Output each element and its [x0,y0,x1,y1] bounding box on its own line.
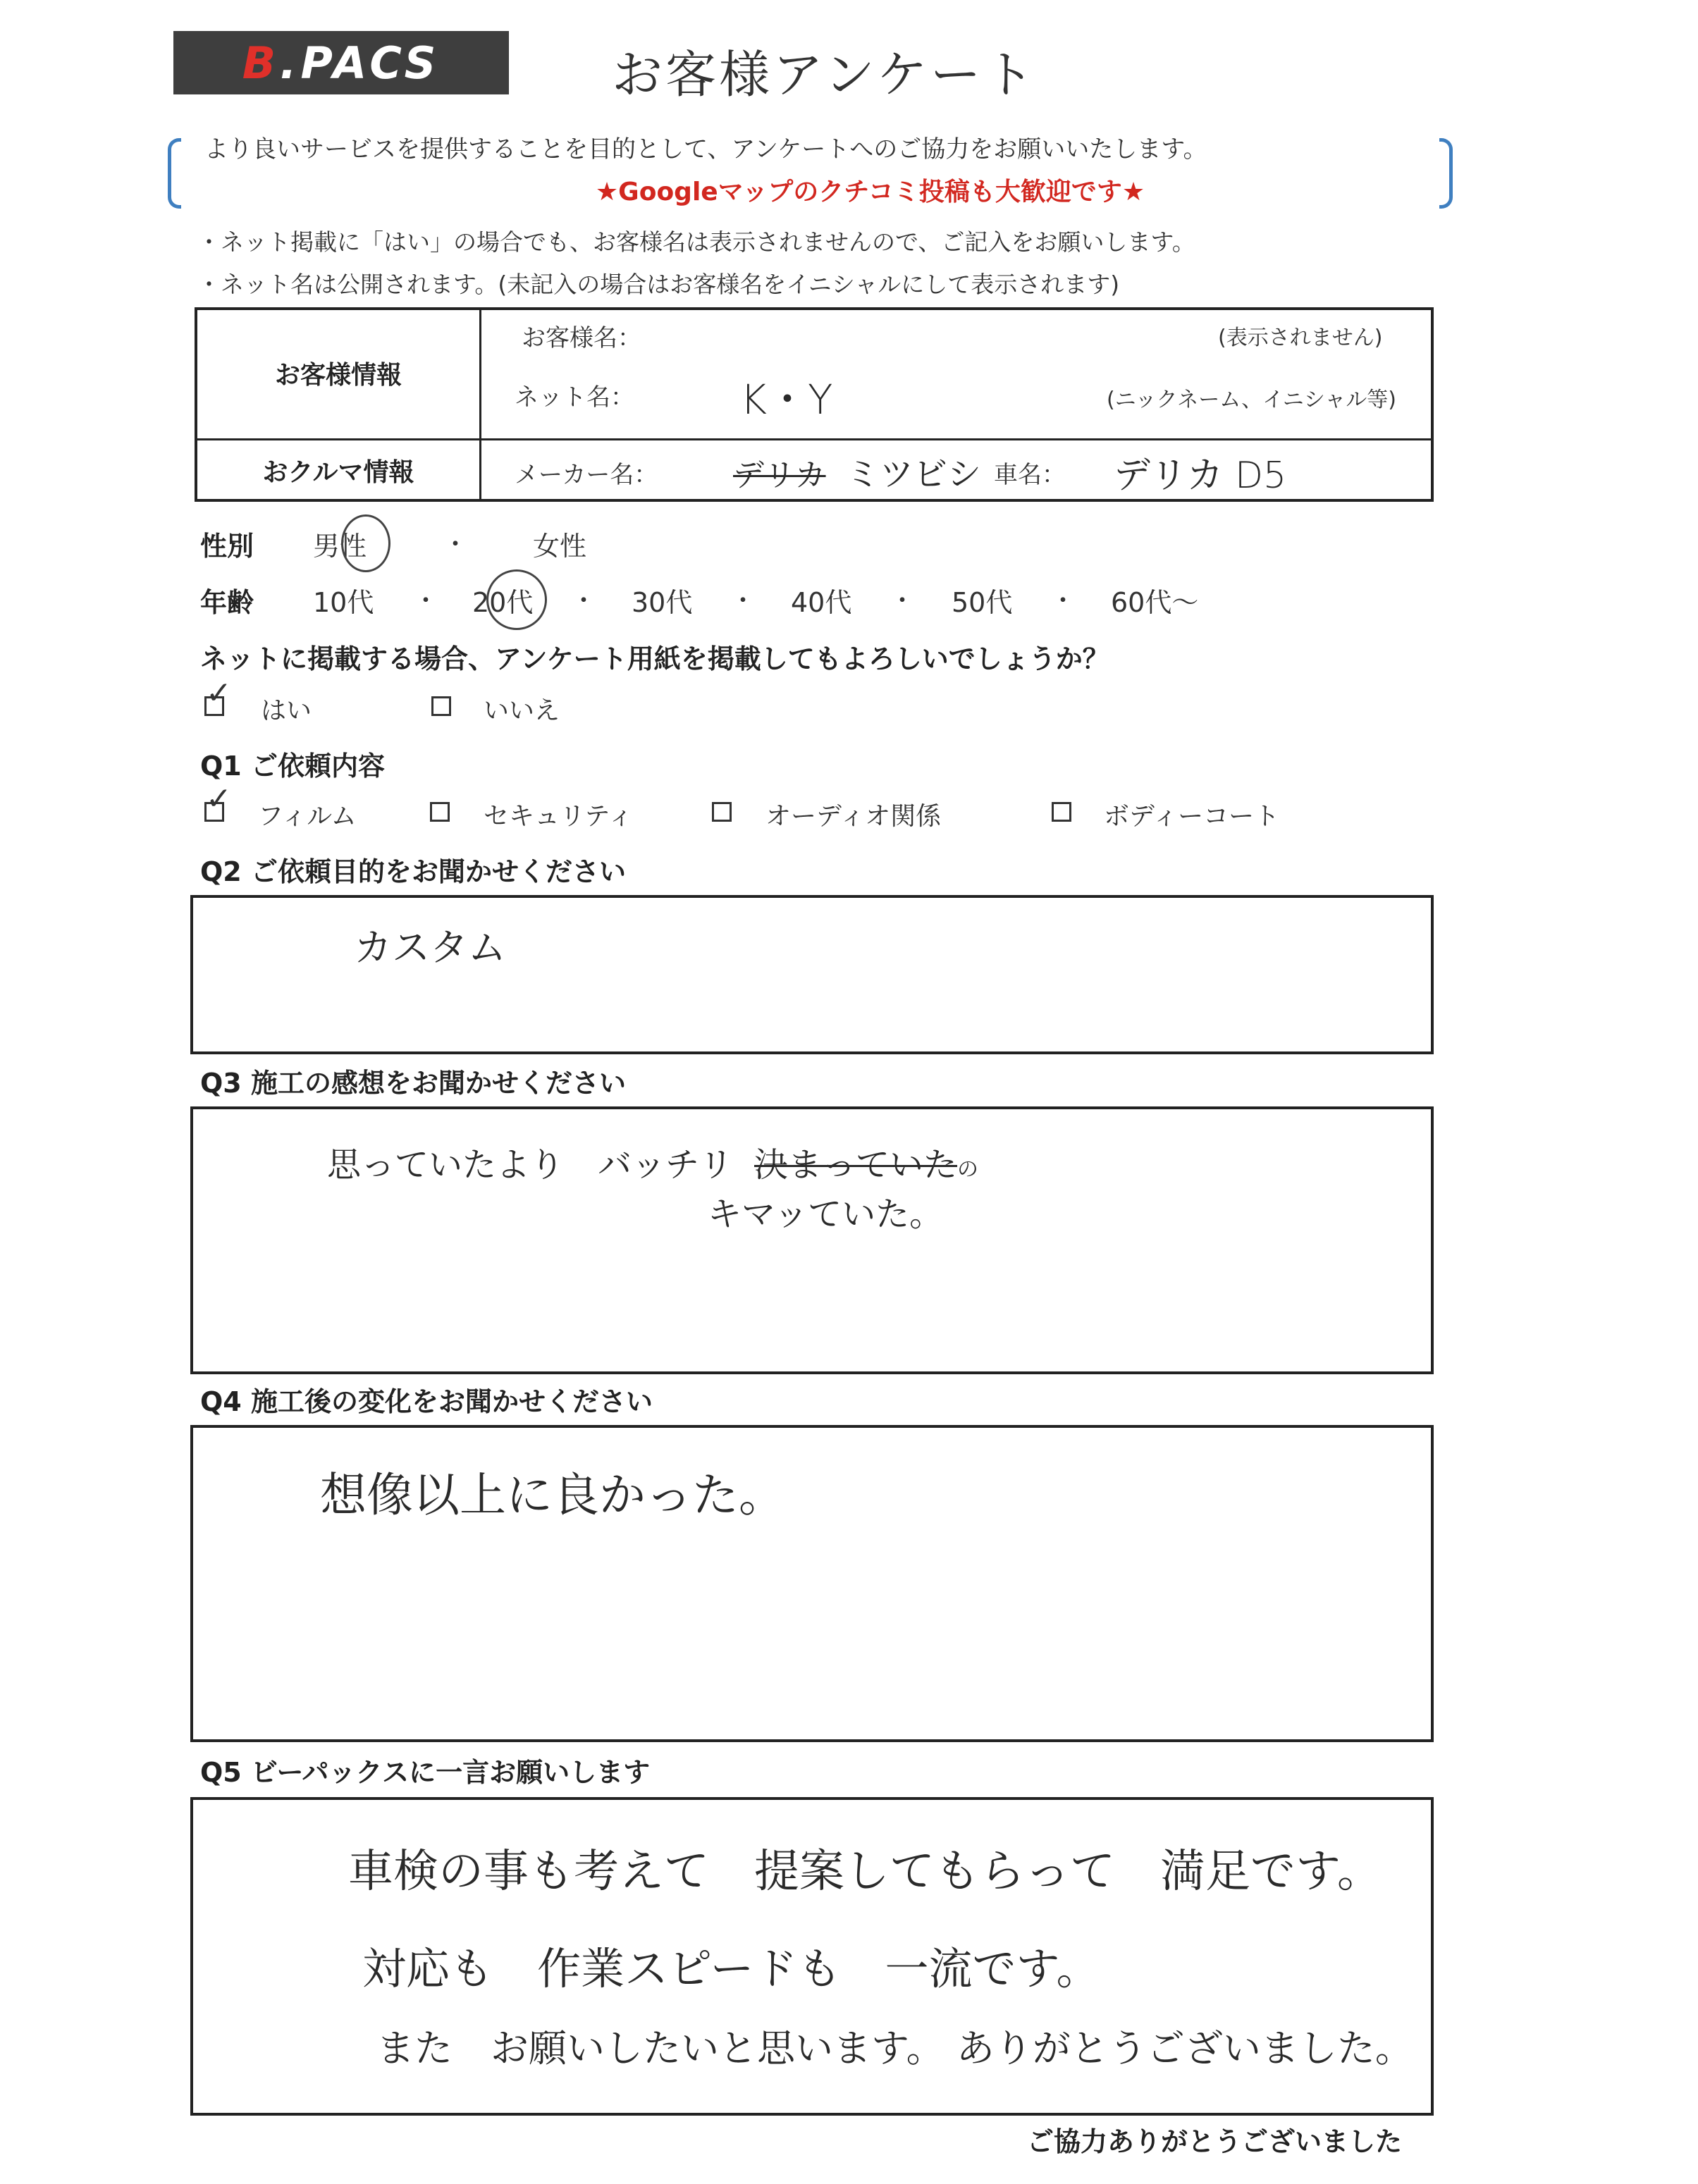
customer-info-table [195,307,1434,502]
checkmark-icon: ✓ [206,675,232,711]
age-option-20s[interactable]: 20代 [472,587,534,618]
separator-dot: ・ [571,586,597,615]
q2-answer-box [190,895,1434,1054]
logo-text: .PACS [279,37,441,89]
q5-answer-line2: 対応も 作業スピードも 一流です。 [362,1943,1100,1994]
q3-answer-line2: キマッていた。 [708,1195,944,1234]
age-option-60s-plus[interactable]: 60代〜 [1111,587,1199,618]
q5-answer-line1: 車検の事も考えて 提案してもらって 満足です。 [348,1846,1382,1898]
consent-no-label: いいえ [484,696,560,725]
car-info-label: おクルマ情報 [262,458,414,487]
maker-label: メーカー名： [515,461,658,489]
logo-prefix: B [242,37,280,89]
thanks-footer: ご協力ありがとうございました [1026,2126,1402,2157]
google-review-notice: ★Googleマップのクチコミ投稿も大歓迎です★ [595,178,1145,206]
q5-title: Q5 ビーパックスに一言お願いします [200,1757,651,1788]
q1-option-film: フィルム [258,802,357,831]
intro-text: より良いサービスを提供することを目的として、アンケートへのご協力をお願いいたします。 [204,135,1207,164]
table-divider-horizontal [197,438,1431,440]
selection-circle [341,514,390,572]
q3-answer-box [190,1106,1434,1374]
consent-no-checkbox[interactable] [431,696,451,719]
q3-title: Q3 施工の感想をお聞かせください [200,1068,626,1099]
separator-dot: ・ [730,586,756,615]
q1-option-security: セキュリティ [484,802,634,831]
q5-answer-box [190,1797,1434,2116]
customer-info-label: お客様情報 [274,361,402,390]
page-title: お客様アンケート [612,45,1038,104]
maker-struck-value: デリカ [733,457,826,493]
separator-dot: ・ [413,586,439,615]
q4-title: Q4 施工後の変化をお聞かせください [200,1386,653,1417]
q4-answer: 想像以上に良かった。 [320,1468,785,1522]
q1-security-checkbox[interactable] [430,802,450,825]
age-option-50s[interactable]: 50代 [952,587,1013,618]
net-name-value: K・Y [740,376,833,424]
age-option-30s[interactable]: 30代 [632,587,693,618]
q1-option-audio: オーディオ関係 [765,802,942,831]
q5-answer-line3: また お願いしたいと思います。 ありがとうございました。 [376,2026,1413,2071]
q1-bodycoat-checkbox[interactable] [1052,802,1071,825]
consent-yes-label: はい [261,696,312,725]
gender-option-female[interactable]: 女性 [533,531,587,562]
net-name-label: ネット名： [515,383,634,412]
table-divider-vertical [479,310,481,499]
q1-audio-checkbox[interactable] [712,802,732,825]
q2-answer: カスタム [354,925,506,970]
gender-label: 性別 [200,531,254,562]
car-name-value: デリカ D5 [1114,455,1287,497]
selection-circle [486,569,547,630]
age-option-10s[interactable]: 10代 [313,587,374,618]
bpacs-logo [173,31,509,94]
net-name-hint: (ニックネーム、イニシャル等) [1107,388,1397,412]
separator-dot: ・ [890,586,916,615]
q1-title: Q1 ご依頼内容 [200,751,385,782]
separator-dot: ・ [443,530,469,559]
car-name-label: 車名： [994,461,1066,489]
q4-answer-box [190,1425,1434,1742]
maker-value: ミツビシ [846,455,982,494]
age-option-40s[interactable]: 40代 [791,587,852,618]
consent-question: ネットに掲載する場合、アンケート用紙を掲載してもよろしいでしょうか？ [200,643,1109,674]
note-name-hidden: ・ネット掲載に「はい」の場合でも、お客様名は表示されませんので、ご記入をお願いします。 [197,228,1195,256]
separator-dot: ・ [1050,586,1076,615]
q3-answer-line1: 思っていたより バッチリ 決まっていたの [327,1145,979,1185]
q1-option-bodycoat: ボディーコート [1104,802,1280,831]
gender-option-male[interactable]: 男性 [313,531,367,562]
q2-title: Q2 ご依頼目的をお聞かせください [200,856,626,887]
checkmark-icon: ✓ [206,781,232,817]
customer-name-label: お客様名： [522,324,641,352]
note-net-name: ・ネット名は公開されます。(未記入の場合はお客様名をイニシャルにして表示されます) [197,271,1120,298]
q3-struck-text: 決まっていた [754,1145,958,1185]
customer-name-hint: (表示されません) [1218,326,1383,350]
age-label: 年齢 [200,587,254,618]
